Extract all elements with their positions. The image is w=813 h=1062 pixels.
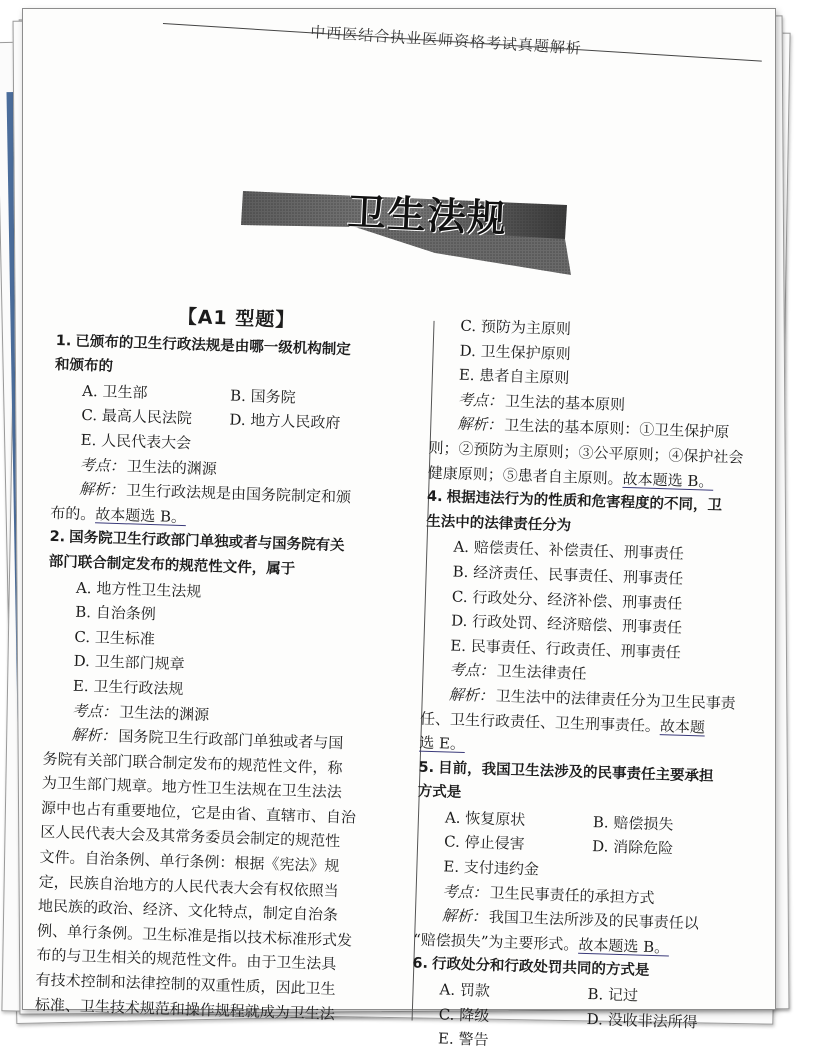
kaodian-label: 考点：: [442, 882, 488, 902]
jiexi-text: 国务院卫生行政部门单独或者与国: [118, 727, 344, 753]
kaodian-text: 卫生法的基本原则: [504, 391, 626, 414]
jiexi-line: 地民族的政治、经济、文化特点，制定自治条: [37, 896, 339, 925]
stem-text: 行政处分和行政处罚共同的方式是: [431, 956, 650, 980]
kaodian-label: 考点：: [457, 390, 504, 410]
jiexi-line: 区人民代表大会及其常务委员会制定的规范性: [40, 823, 341, 851]
kaodian-text: 卫生法律责任: [496, 662, 587, 684]
jiexi-line: 有技术控制和法律控制的双重性质，因此卫生: [35, 970, 336, 999]
jiexi-text: “赔偿损失”为主要形式。: [412, 930, 579, 954]
option: B. 赔偿损失: [592, 812, 674, 834]
jiexi-label: 解析：: [441, 906, 488, 927]
stem-text: 生法中的法律责任分为: [426, 513, 572, 535]
question-number: 6.: [412, 955, 429, 973]
stem-text: 目前，我国卫生法涉及的民事责任主要承担: [437, 759, 714, 785]
option: C. 停止侵害: [443, 832, 525, 854]
question-3-continued: [427, 313, 812, 497]
stem-text: 国务院卫生行政部门单独或者与国务院有关: [68, 529, 345, 555]
jiexi-text: 我国卫生法所涉及的民事责任以: [488, 908, 700, 933]
question-number: 1.: [55, 332, 72, 350]
question-6: [410, 952, 793, 1062]
option: C. 预防为主原则: [460, 316, 572, 339]
answer-text: 故本题选 B。: [578, 935, 670, 957]
option: A. 恢复原状: [444, 808, 526, 829]
answer-text: 故本题选 B。: [622, 469, 714, 491]
jiexi-line: 例、单行条例。卫生标准是指以技术标准形式发: [36, 921, 353, 950]
option: D. 消除危险: [591, 837, 674, 859]
jiexi-line: 布的与卫生相关的规范性文件。由于卫生法具: [36, 946, 337, 974]
stem-text: 根据违法行为的性质和危害程度的不同，卫: [446, 489, 723, 515]
jiexi-line: 文件。自治条例、单行条例：根据《宪法》规: [39, 847, 340, 876]
jiexi-line: 则；②预防为主原则；③公平原则；④保护社会: [428, 438, 744, 467]
jiexi-text: 卫生法中的法律责任分为卫生民事责: [495, 686, 737, 713]
option: D. 没收非法所得: [586, 1009, 698, 1032]
jiexi-label: 解析：: [457, 415, 503, 435]
kaodian-label: 考点：: [449, 660, 495, 681]
question-1: [50, 329, 416, 537]
kaodian-label: 考点：: [71, 701, 118, 721]
two-column-content: [34, 301, 797, 1050]
chapter-banner: [235, 179, 575, 289]
answer-text: 选 E。: [419, 733, 466, 754]
option: D. 卫生保护原则: [459, 341, 571, 363]
option: C. 行政处分、经济补偿、刑事责任: [451, 587, 683, 613]
option: A. 罚款: [439, 980, 491, 1000]
kaodian-label: 考点：: [79, 455, 126, 475]
option: A. 赔偿责任、补偿责任、刑事责任: [453, 537, 685, 564]
jiexi-label: 解析：: [78, 479, 125, 500]
question-2: [35, 525, 410, 1028]
option: E. 患者自主原则: [458, 365, 570, 388]
running-header: 中西医结合执业医师资格考试真题解析: [309, 22, 583, 58]
jiexi-label: 解析：: [448, 685, 495, 705]
question-number: 2.: [49, 529, 66, 546]
option: D. 卫生部门规章: [73, 652, 185, 674]
option: B. 记过: [587, 985, 639, 1005]
option: D. 地方人民政府: [229, 410, 341, 433]
jiexi-line: 定，民族自治地方的人民代表大会有权依照当: [38, 872, 339, 900]
jiexi-text: 布的。: [50, 503, 96, 524]
question-4: [419, 485, 807, 767]
question-5: [413, 755, 799, 964]
jiexi-line: 务院有关部门联合制定发布的规范性文件，称: [42, 749, 343, 777]
question-number: 5.: [418, 759, 435, 776]
chapter-title: 卫生法规: [346, 189, 509, 241]
jiexi-line: 为卫生部门规章。地方性卫生法规在卫生法法: [41, 774, 343, 802]
option: C. 最高人民法院: [81, 406, 193, 428]
jiexi-text: 健康原则；⑤患者自主原则。: [427, 463, 624, 488]
option: B. 自治条例: [74, 602, 157, 624]
section-heading: 【A1 型题】: [177, 305, 296, 332]
option: E. 人民代表大会: [80, 430, 192, 453]
option: E. 民事责任、行政责任、刑事责任: [450, 636, 682, 662]
answer-text: 故本题选 B。: [95, 505, 187, 526]
option: A. 卫生部: [81, 381, 148, 402]
document-page: [22, 8, 776, 1050]
option: B. 经济责任、民事责任、刑事责任: [452, 562, 684, 588]
stem-text: 方式是: [417, 783, 462, 802]
jiexi-text: 任、卫生行政责任、卫生刑事责任。: [419, 709, 661, 735]
jiexi-text: 卫生行政法规是由国务院制定和颁: [125, 481, 352, 507]
option: E. 卫生行政法规: [72, 676, 184, 699]
kaodian-text: 卫生民事责任的承担方式: [489, 883, 655, 907]
jiexi-line: 标准、卫生技术规范和操作规程就成为卫生法: [34, 995, 336, 1023]
jiexi-line: 源中也占有重要地位，它是由省、直辖市、自治: [40, 798, 357, 827]
option: E. 警告: [437, 1029, 489, 1050]
kaodian-text: 卫生法的渊源: [126, 456, 218, 478]
stem-text: 部门联合制定发布的规范性文件，属于: [48, 553, 296, 578]
answer-text: 故本题: [659, 716, 706, 737]
jiexi-text: 卫生法的基本原则：①卫生保护原: [504, 416, 730, 442]
kaodian-text: 卫生法的渊源: [118, 702, 210, 724]
option: B. 国务院: [229, 386, 296, 407]
stem-text: 已颁布的卫生行政法规是由哪一级机构制定: [75, 333, 351, 358]
option: C. 卫生标准: [74, 627, 156, 648]
left-column: [35, 301, 417, 1028]
stem-text: 和颁布的: [54, 357, 114, 375]
option: A. 地方性卫生法规: [75, 578, 202, 601]
option: D. 行政处罚、经济赔偿、刑事责任: [450, 611, 683, 637]
option: E. 支付违约金: [443, 857, 540, 879]
right-column: [410, 313, 813, 1062]
question-number: 4.: [426, 488, 443, 506]
option: C. 降级: [438, 1004, 490, 1025]
jiexi-label: 解析：: [71, 725, 117, 746]
